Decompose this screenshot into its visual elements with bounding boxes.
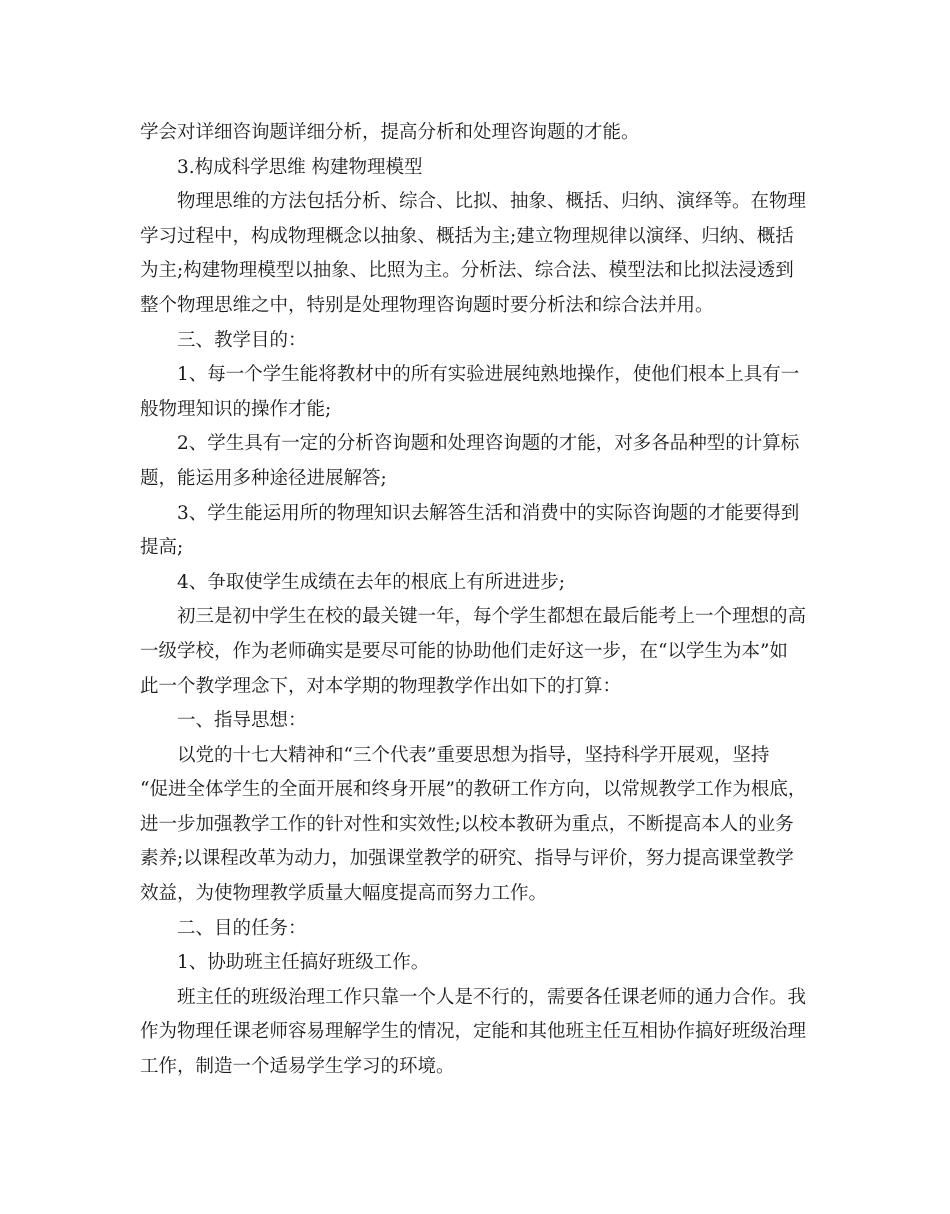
text-line: 此一个教学理念下，对本学期的物理教学作出如下的打算：: [140, 675, 622, 697]
text-line: 素养;以课程改革为动力，加强课堂教学的研究、指导与评价，努力提高课堂教学: [140, 848, 794, 870]
text-line: 三、教学目的：: [177, 329, 307, 351]
text-line: 提高;: [140, 537, 184, 559]
text-line: 整个物理思维之中，特别是处理物理咨询题时要分析法和综合法并用。: [140, 294, 714, 316]
text-line: 为主;构建物理模型以抽象、比照为主。分析法、综合法、模型法和比拟法浸透到: [140, 260, 794, 282]
text-line: 二、目的任务：: [177, 917, 307, 939]
paragraph: [140, 739, 820, 912]
paragraph: [140, 981, 820, 1085]
text-line: 班主任的班级治理工作只靠一个人是不行的，需要各任课老师的通力合作。我: [177, 986, 807, 1008]
text-line: 一、指导思想：: [177, 710, 307, 732]
paragraph: [140, 566, 820, 601]
text-line: 1、每一个学生能将教材中的所有实验进展纯熟地操作，使他们根本上具有一: [177, 364, 800, 386]
paragraph: [140, 185, 820, 323]
text-line: 4、争取使学生成绩在去年的根底上有所进进步;: [177, 571, 566, 593]
text-line: 效益，为使物理教学质量大幅度提高而努力工作。: [140, 883, 548, 905]
paragraph: [140, 600, 820, 704]
paragraph: [140, 912, 820, 947]
paragraph: [140, 151, 820, 186]
text-line: 1、协助班主任搞好班级工作。: [177, 952, 430, 974]
text-line: 3.构成科学思维 构建物理模型: [177, 156, 423, 178]
text-line: 一级学校，作为老师确实是要尽可能的协助他们走好这一步，在“以学生为本”如: [140, 640, 788, 662]
paragraph: [140, 324, 820, 359]
text-line: 进一步加强教学工作的针对性和实效性;以校本教研为重点，不断提高本人的业务: [140, 813, 794, 835]
document-body: [140, 116, 820, 1085]
text-line: 学习过程中，构成物理概念以抽象、概括为主;建立物理规律以演绎、归纳、概括: [140, 225, 794, 247]
text-line: 初三是初中学生在校的最关键一年，每个学生都想在最后能考上一个理想的高: [177, 606, 807, 628]
text-line: 以党的十七大精神和“三个代表”重要思想为指导，坚持科学开展观，坚持: [177, 744, 770, 766]
text-line: 作为物理任课老师容易理解学生的情况，定能和其他班主任互相协作搞好班级治理: [140, 1021, 807, 1043]
text-line: 2、学生具有一定的分析咨询题和处理咨询题的才能，对多各品种型的计算标: [177, 433, 800, 455]
text-line: 物理思维的方法包括分析、综合、比拟、抽象、概括、归纳、演绎等。在物理: [177, 191, 807, 213]
text-line: “促进全体学生的全面开展和终身开展”的教研工作方向，以常规教学工作为根底，: [140, 779, 807, 801]
text-line: 学会对详细咨询题详细分析，提高分析和处理咨询题的才能。: [140, 122, 640, 143]
paragraph: [140, 946, 820, 981]
text-line: 工作，制造一个适易学生学习的环境。: [140, 1056, 455, 1078]
paragraph: [140, 116, 820, 151]
paragraph: [140, 704, 820, 739]
paragraph: [140, 427, 820, 496]
text-line: 般物理知识的操作才能;: [140, 398, 332, 420]
text-line: 3、学生能运用所的物理知识去解答生活和消费中的实际咨询题的才能要得到: [177, 502, 800, 524]
paragraph: [140, 497, 820, 566]
text-line: 题，能运用多种途径进展解答;: [140, 467, 387, 489]
paragraph: [140, 358, 820, 427]
